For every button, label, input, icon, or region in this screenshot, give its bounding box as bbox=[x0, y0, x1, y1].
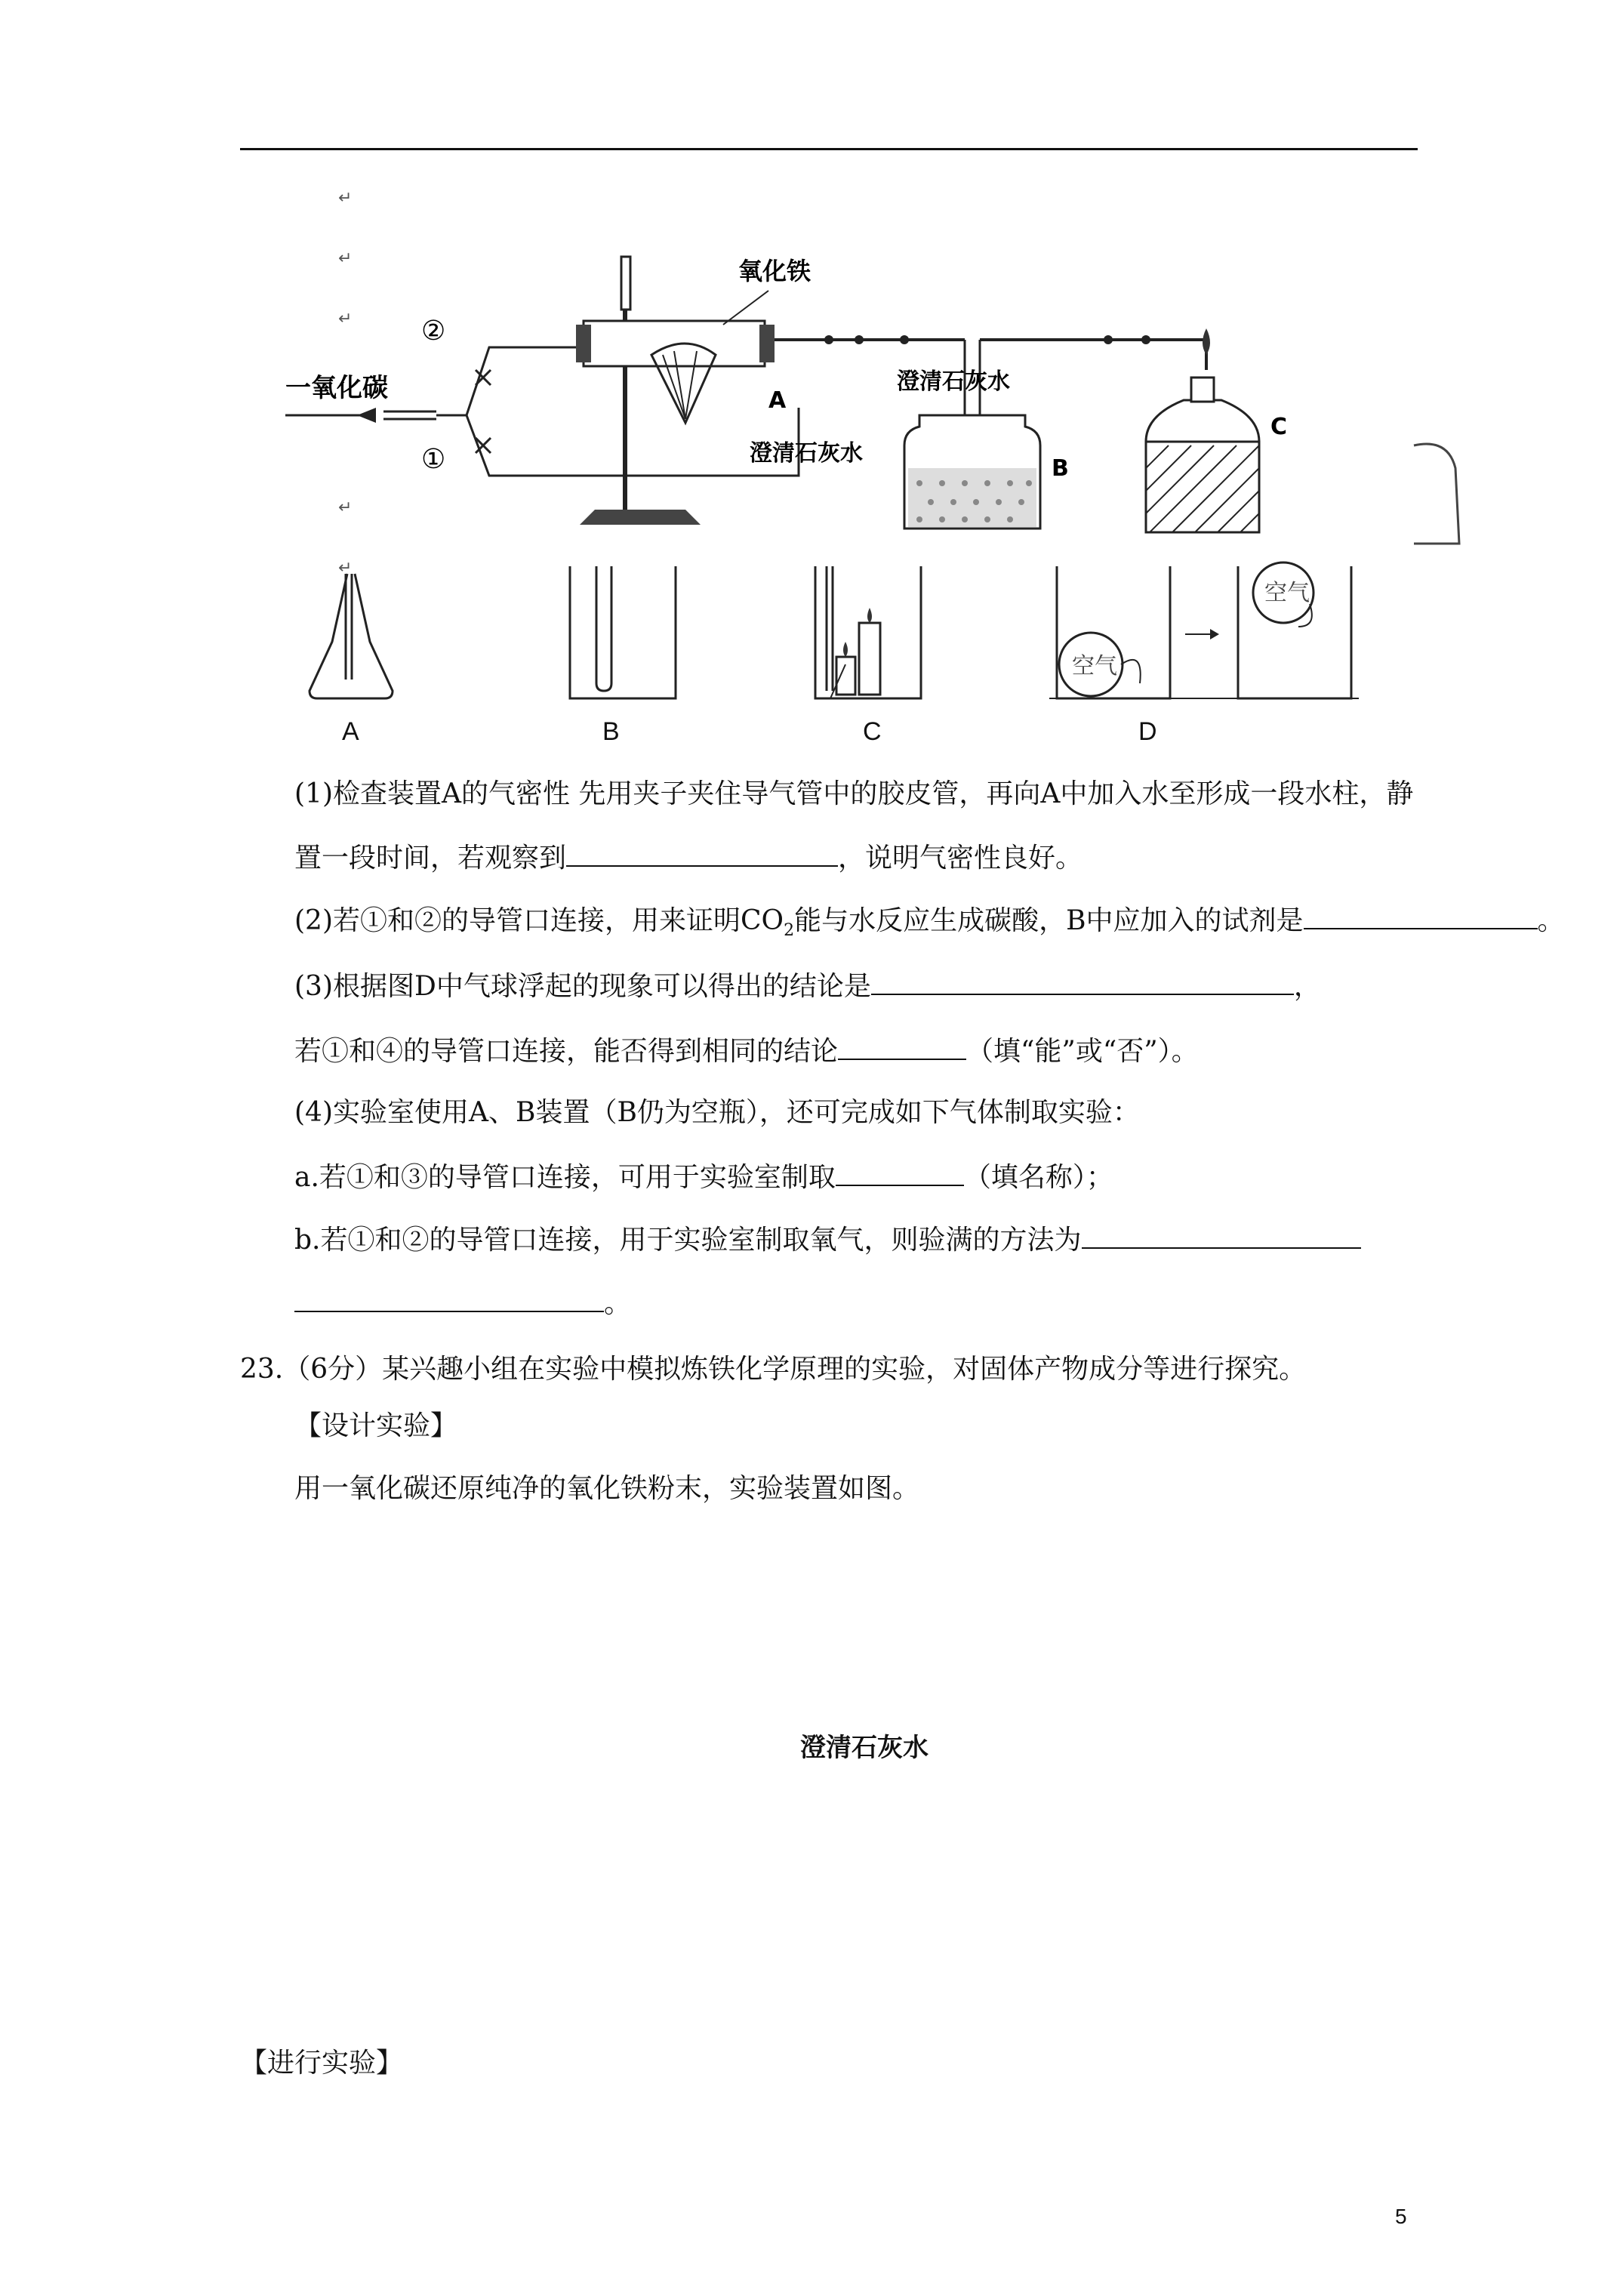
question-4b-line-2 bbox=[294, 1285, 631, 1321]
q3b-text-post: （填“能”或“否”）。 bbox=[966, 1036, 1199, 1067]
question-23-title: 23.（6分）某兴趣小组在实验中模拟炼铁化学原理的实验，对固体产物成分等进行探究。 bbox=[240, 1354, 1307, 1385]
question-3-line-1 bbox=[294, 968, 1321, 1003]
answer-blank[interactable] bbox=[871, 968, 1294, 995]
air-label-1: 空气 bbox=[1072, 653, 1117, 680]
answer-blank[interactable] bbox=[294, 1285, 604, 1312]
question-4-line: (4)实验室使用A、B装置（B仍为空瓶），还可完成如下气体制取实验： bbox=[294, 1097, 1140, 1128]
answer-blank[interactable] bbox=[1082, 1222, 1361, 1249]
limewater-bottle-label: 澄清石灰水 bbox=[750, 440, 863, 467]
q4a-text-pre: a.若①和③的导管口连接，可用于实验室制取 bbox=[294, 1162, 836, 1193]
page-number: 5 bbox=[1395, 2205, 1407, 2228]
limewater-label: 澄清石灰水 bbox=[800, 1733, 929, 1763]
q4b-text-post: 。 bbox=[604, 1288, 632, 1319]
design-heading: 【设计实验】 bbox=[294, 1410, 458, 1441]
q3-text-post: ， bbox=[1293, 971, 1321, 1002]
paragraph-mark: ↵ bbox=[338, 559, 353, 578]
design-text: 用一氧化碳还原纯净的氧化铁粉末，实验装置如图。 bbox=[294, 1473, 920, 1504]
q2-text-mid: 能与水反应生成碳酸，B中应加入的试剂是 bbox=[794, 905, 1304, 936]
question-3-line-2 bbox=[294, 1033, 1199, 1068]
q4b-text-pre: b.若①和②的导管口连接，用于实验室制取氧气，则验满的方法为 bbox=[294, 1225, 1082, 1256]
apparatus-abcd-figure bbox=[302, 559, 1359, 732]
question-1-line-1: (1)检查装置A的气密性 先用夹子夹住导气管中的胶皮管，再向A中加入水至形成一段水柱，静 bbox=[294, 778, 1414, 809]
q2-text-pre: (2)若①和②的导管口连接，用来证明CO bbox=[294, 905, 784, 936]
answer-blank[interactable] bbox=[836, 1159, 964, 1186]
answer-blank[interactable] bbox=[1304, 902, 1538, 929]
limewater-top-label: 澄清石灰水 bbox=[897, 368, 1010, 395]
iron-oxide-label: 氧化铁 bbox=[738, 257, 812, 285]
question-1-line-2 bbox=[294, 840, 1083, 875]
circle-1-label: ① bbox=[421, 444, 446, 475]
proceed-heading: 【进行实验】 bbox=[240, 2048, 404, 2079]
figure-label-d: D bbox=[1138, 717, 1157, 746]
air-label-2: 空气 bbox=[1264, 580, 1310, 606]
answer-blank[interactable] bbox=[566, 840, 838, 867]
question-4a-line bbox=[294, 1159, 1113, 1194]
paragraph-mark: ↵ bbox=[338, 310, 353, 328]
question-4b-line bbox=[294, 1222, 1361, 1257]
q3b-text-pre: 若①和④的导管口连接，能否得到相同的结论 bbox=[294, 1036, 839, 1067]
figure-label-b: B bbox=[602, 717, 620, 746]
figure-label-c: C bbox=[863, 717, 882, 746]
circle-2-label: ② bbox=[421, 316, 446, 347]
figure-label-a: A bbox=[342, 717, 359, 746]
header-rule bbox=[240, 148, 1418, 150]
label-a: A bbox=[768, 387, 787, 414]
q1-text-pre: 置一段时间，若观察到 bbox=[294, 843, 567, 874]
q1-text-post: ，说明气密性良好。 bbox=[838, 843, 1083, 874]
q2-subscript: 2 bbox=[784, 921, 795, 941]
paragraph-mark: ↵ bbox=[338, 249, 353, 268]
label-c: C bbox=[1270, 414, 1288, 440]
question-2-line bbox=[294, 902, 1565, 948]
paragraph-mark: ↵ bbox=[338, 189, 353, 208]
q4a-text-post: （填名称）； bbox=[963, 1162, 1113, 1193]
answer-blank[interactable] bbox=[838, 1033, 966, 1060]
co-reduction-apparatus-figure bbox=[240, 227, 1463, 559]
q2-text-post: 。 bbox=[1537, 905, 1565, 936]
paragraph-mark: ↵ bbox=[338, 498, 353, 517]
co-label: 一氧化碳 bbox=[285, 373, 388, 403]
label-b: B bbox=[1052, 455, 1069, 482]
q3-text-pre: (3)根据图D中气球浮起的现象可以得出的结论是 bbox=[294, 971, 871, 1002]
